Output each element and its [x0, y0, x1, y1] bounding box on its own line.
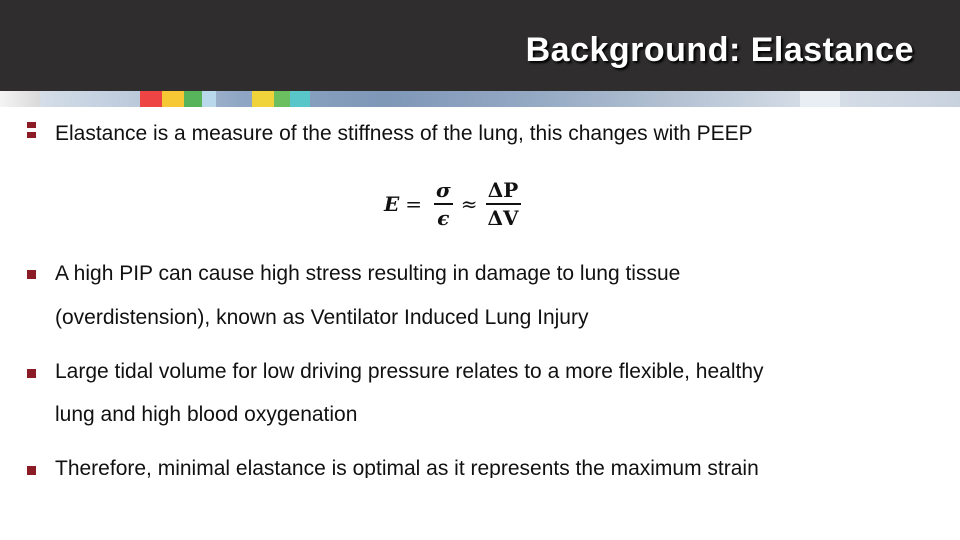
fraction-denominator-delta-v: ΔV	[487, 206, 519, 230]
equation-equals: =	[405, 192, 423, 216]
bullet-text-4: Therefore, minimal elastance is optimal as it represents the maximum strain	[55, 457, 759, 478]
pressure-volume-fraction	[486, 177, 521, 231]
bullet-text-3-continued: lung and high blood oxygenation	[55, 403, 358, 426]
decorative-banner-image	[0, 91, 960, 107]
stress-strain-fraction	[434, 177, 453, 231]
clipped-bullet-region	[0, 455, 960, 478]
bullet-marker	[27, 369, 36, 378]
fraction-denominator-epsilon: ϵ	[437, 206, 450, 230]
bullet-marker	[27, 270, 36, 279]
slide-title: Background: Elastance	[525, 31, 914, 69]
equation-approx: ≈	[460, 192, 478, 216]
fraction-numerator-delta-p: ΔP	[487, 178, 519, 202]
bullet-text-1: Elastance is a measure of the stiffness of the lung, this changes with PEEP	[55, 122, 753, 145]
fraction-numerator-sigma: σ	[436, 178, 451, 202]
bullet-marker	[27, 122, 36, 128]
bullet-marker	[27, 466, 36, 475]
elastance-equation	[384, 172, 527, 236]
equation-lhs: E	[384, 192, 400, 216]
bullet-text-3: Large tidal volume for low driving pressure relates to a more flexible, healthy	[55, 360, 764, 383]
bullet-marker	[27, 132, 36, 138]
bullet-text-2: A high PIP can cause high stress resulting in damage to lung tissue	[55, 262, 681, 285]
bullet-text-2-continued: (overdistension), known as Ventilator Induced Lung Injury	[55, 306, 589, 329]
title-bar	[0, 0, 960, 91]
